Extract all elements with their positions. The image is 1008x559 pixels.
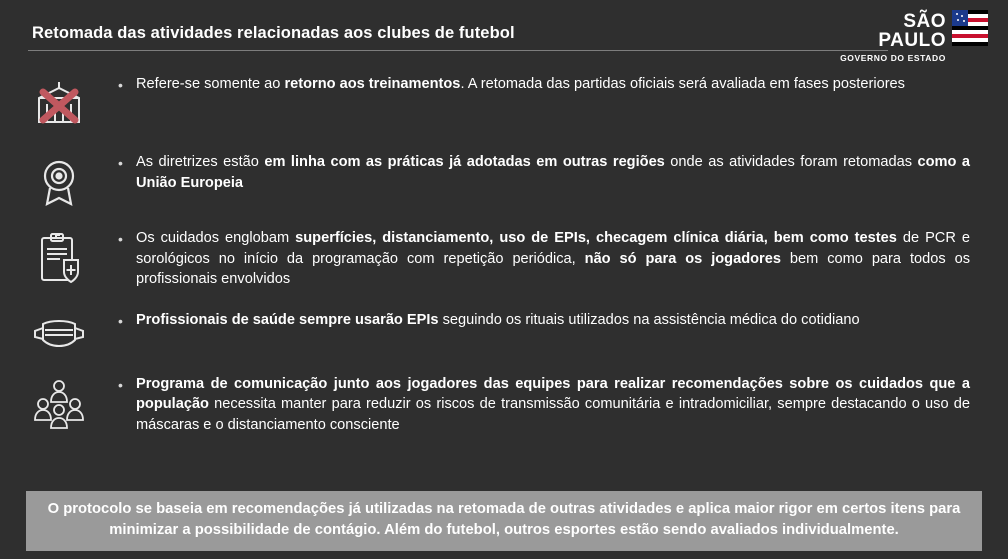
- bullet-marker: •: [118, 231, 123, 247]
- face-mask-icon: [0, 310, 118, 354]
- bullet-marker: •: [118, 376, 123, 393]
- list-item: [0, 374, 1008, 436]
- bullet-list: [0, 62, 1008, 441]
- brand-subtitle: GOVERNO DO ESTADO: [840, 53, 946, 63]
- sao-paulo-flag-icon: [952, 10, 988, 46]
- bullet-row-content: [118, 152, 1008, 193]
- community-people-icon: [0, 374, 118, 432]
- government-brand: [830, 8, 990, 63]
- footer-callout: O protocolo se baseia em recomendações já utilizadas na retomada de outras atividades e aplica maior rigor em certos itens para minimizar a possibilidade de contágio. Além do futebol, outros esportes estão sendo avaliados individualmente.: [26, 491, 982, 551]
- brand-name: SÃO PAULO: [878, 11, 946, 51]
- bullet-text: Programa de comunicação junto aos jogadores das equipes para realizar recomendações sobre os cuidados que a população necessita manter para reduzir os riscos de transmissão comunitária e intradomiciliar, sempre destacando o uso de máscaras e o distanciamento consciente: [136, 375, 970, 433]
- list-item: [0, 152, 1008, 206]
- bullet-row-content: [118, 74, 1008, 95]
- stadium-blocked-icon: [0, 74, 118, 130]
- bullet-marker: •: [118, 155, 123, 171]
- bullet-text: Os cuidados englobam superfícies, distanciamento, uso de EPIs, checagem clínica diária, bem como testes de PCR e sorológicos no início da programação com repetição periódica, não só para os jogadores bem como para todos os profissionais envolvidos: [136, 230, 970, 287]
- medal-award-icon: [0, 152, 118, 206]
- bullet-text: As diretrizes estão em linha com as práticas já adotadas em outras regiões onde as atividades foram retomadas como a União Europeia: [136, 154, 970, 191]
- list-item: [0, 228, 1008, 290]
- bullet-marker: •: [118, 312, 123, 329]
- brand-text: [830, 12, 946, 64]
- bullet-text: Profissionais de saúde sempre usarão EPIs seguindo os rituais utilizados na assistência médica do cotidiano: [136, 311, 860, 328]
- clipboard-shield-icon: [0, 228, 118, 288]
- bullet-row-content: [118, 374, 1008, 436]
- header-divider: [28, 50, 888, 51]
- page-title: Retomada das atividades relacionadas aos clubes de futebol: [32, 24, 515, 42]
- bullet-marker: •: [118, 77, 123, 93]
- bullet-text: Refere-se somente ao retorno aos treinamentos. A retomada das partidas oficiais será avaliada em fases posteriores: [136, 76, 905, 92]
- list-item: [0, 74, 1008, 130]
- slide-header: [0, 0, 1008, 63]
- bullet-row-content: [118, 310, 1008, 331]
- list-item: [0, 310, 1008, 354]
- bullet-row-content: [118, 228, 1008, 290]
